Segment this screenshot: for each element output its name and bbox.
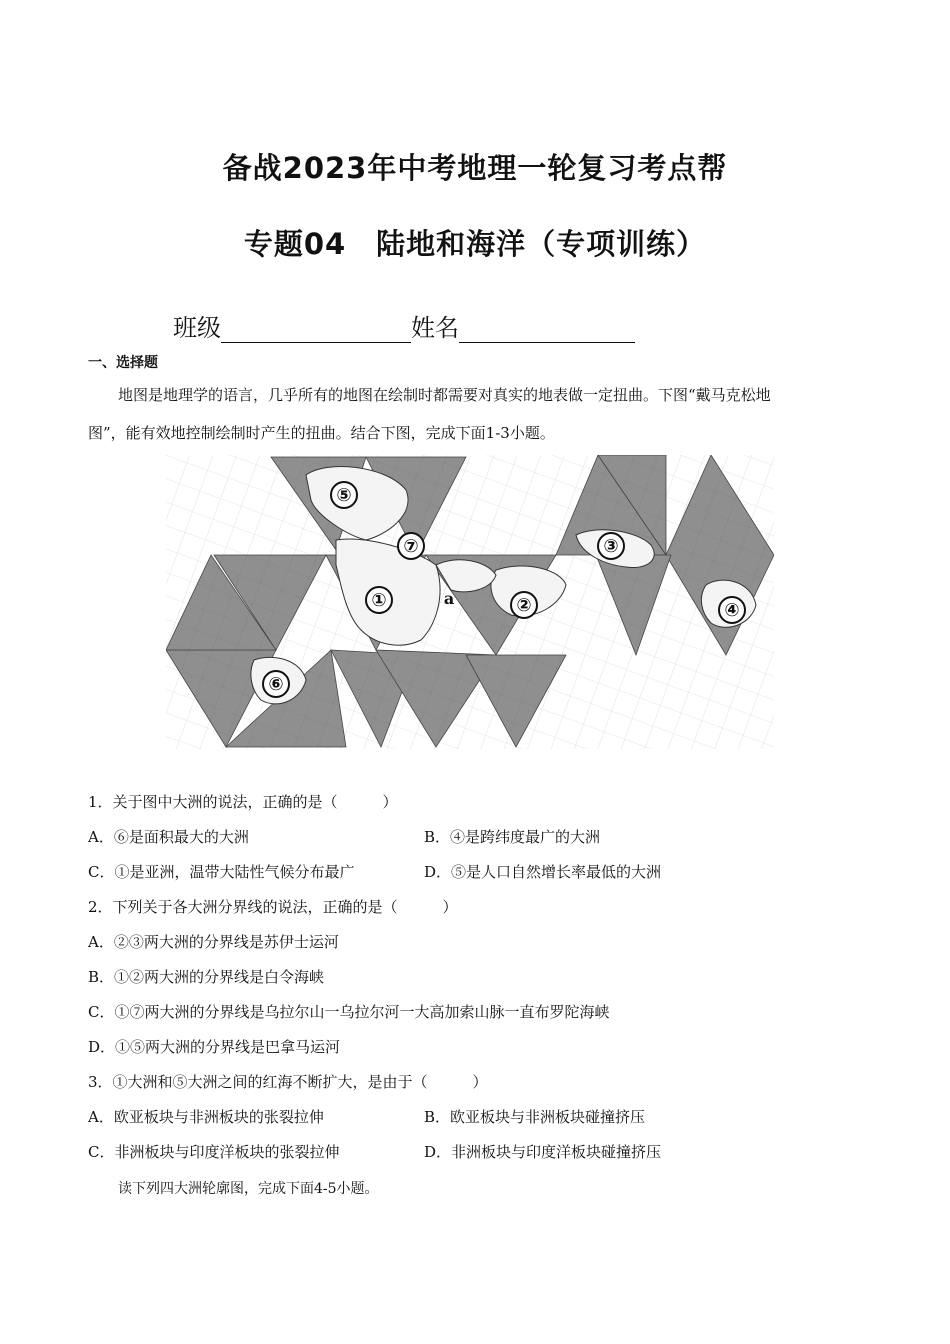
map-label-a: a [443,589,455,608]
q3-option-a[interactable]: A．欧亚板块与非洲板块的张裂拉伸 [88,1108,324,1126]
name-blank[interactable] [459,314,635,343]
class-label: 班级 [173,314,221,342]
q2-option-a[interactable]: A．②③两大洲的分界线是苏伊士运河 [88,933,339,951]
class-blank[interactable] [221,314,411,343]
q2-option-d[interactable]: D．①⑤两大洲的分界线是巴拿马运河 [88,1038,341,1056]
question-2: 2．下列关于各大洲分界线的说法，正确的是（ ） [88,898,458,916]
map-label-1: ① [371,590,387,611]
page-title: 备战2023年中考地理一轮复习考点帮 [222,151,728,185]
q1-option-b[interactable]: B．④是跨纬度最广的大洲 [424,828,601,846]
dymaxion-map [166,455,774,749]
page-subtitle: 专题04 陆地和海洋（专项训练） [243,227,707,261]
q3-option-b[interactable]: B．欧亚板块与非洲板块碰撞挤压 [424,1108,646,1126]
q3-option-c[interactable]: C．非洲板块与印度洋板块的张裂拉伸 [88,1143,340,1161]
map-label-4: ④ [724,600,740,621]
map-label-5: ⑤ [336,485,352,506]
outro-text: 读下列四大洲轮廓图，完成下面4-5小题。 [118,1181,379,1197]
map-grid [166,455,774,749]
map-label-2: ② [516,595,532,616]
map-label-6: ⑥ [268,674,284,695]
q1-option-a[interactable]: A．⑥是面积最大的大洲 [88,828,249,846]
q1-option-d[interactable]: D．⑤是人口自然增长率最低的大洲 [424,863,662,881]
intro-line-2: 图”，能有效地控制绘制时产生的扭曲。结合下图，完成下面1-3小题。 [88,424,555,442]
q3-option-d[interactable]: D．非洲板块与印度洋板块碰撞挤压 [424,1143,662,1161]
q2-option-c[interactable]: C．①⑦两大洲的分界线是乌拉尔山一乌拉尔河一大高加索山脉一直布罗陀海峡 [88,1003,610,1021]
intro-line-1: 地图是地理学的语言，几乎所有的地图在绘制时都需要对真实的地表做一定扭曲。下图“戴马克松地 [118,386,771,404]
class-name-line [173,308,635,343]
map-label-7: ⑦ [403,536,419,557]
q1-option-c[interactable]: C．①是亚洲，温带大陆性气候分布最广 [88,863,355,881]
question-3: 3．①大洲和⑤大洲之间的红海不断扩大，是由于（ ） [88,1073,488,1091]
section-heading: 一、选择题 [88,355,158,371]
name-label: 姓名 [411,314,459,342]
q2-option-b[interactable]: B．①②两大洲的分界线是白令海峡 [88,968,325,986]
map-label-3: ③ [603,536,619,557]
question-1: 1．关于图中大洲的说法，正确的是（ ） [88,793,398,811]
